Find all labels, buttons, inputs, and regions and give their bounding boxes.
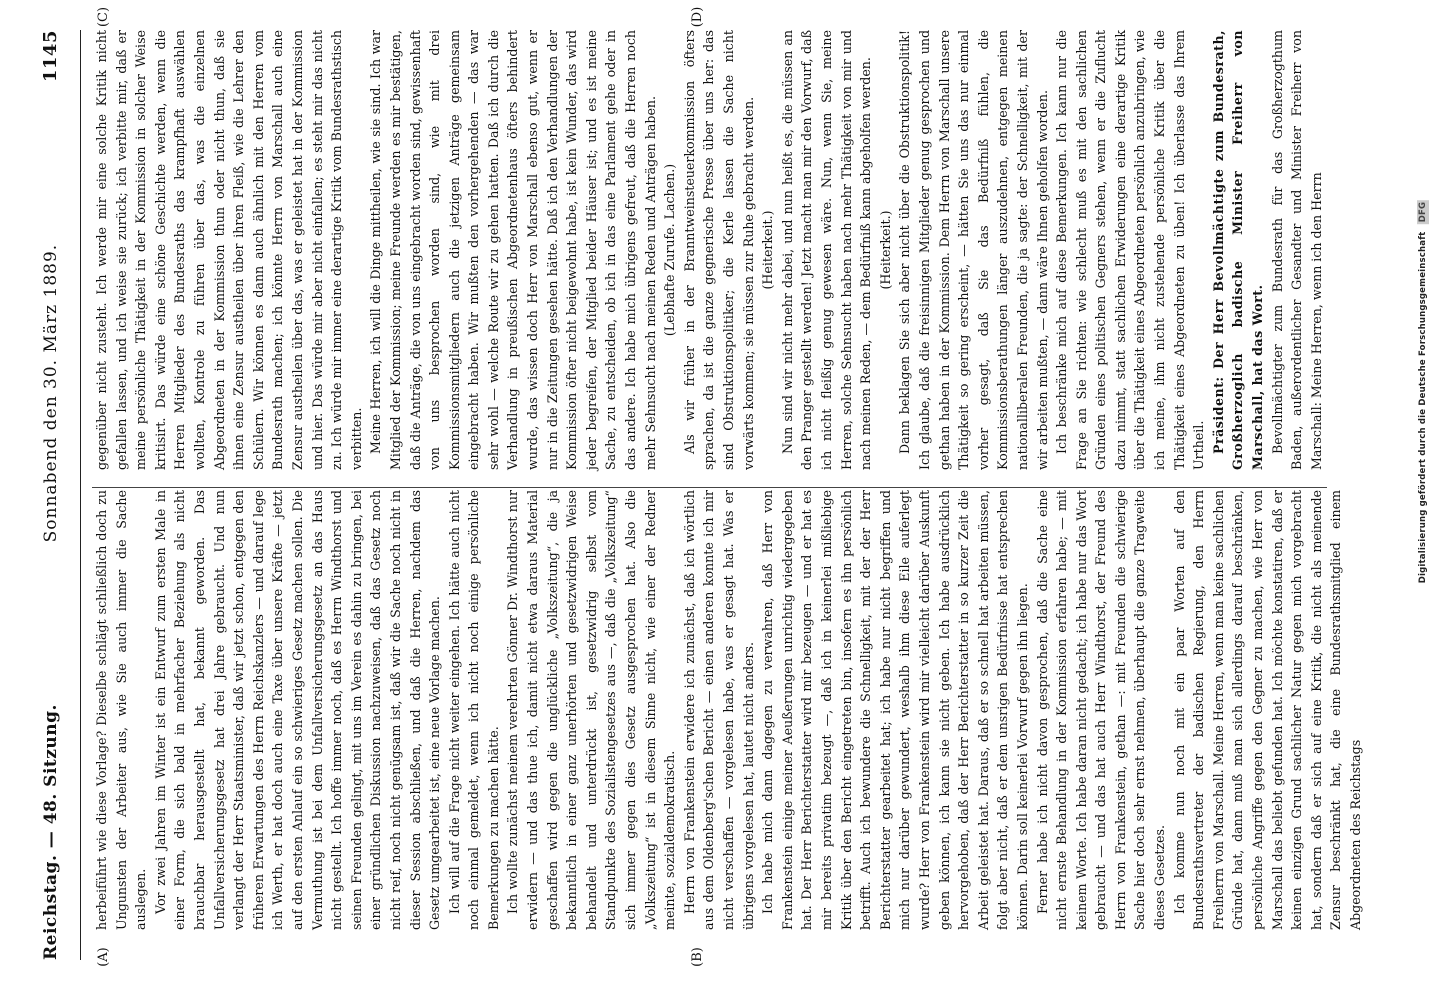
paragraph: Ich beschränke mich auf diese Bemerkungen. Ich kann nur die Frage an Sie richten: wie schlecht muß es mit den sachlichen Gründen eines politischen Gegners stehen, wenn er die Zuflucht dazu nimmt, statt sachlichen Erwiderungen eine derartige Kritik über die Thätigkeit eines Abgeordneten persönlich anzubringen, wie ich meine, ihm nicht zustehende persönliche Kritik über die Thätigkeit eines Abgeordneten zu üben! Ich überlasse das Ihrem Urtheil. [1054,30,1207,470]
paragraph: Ich habe mich dann dagegen zu verwahren, daß Herr von Frankenstein einige meiner Aeußerungen unrichtig wiedergegeben hat. Der Herr Berichterstatter wird mir bezeugen — und er hat es mir bereits privatim bezeugt —, daß ich in keinerlei mißliebige Kritik über den Bericht eingetreten bin, insofern es ihn persönlich betrifft. Auch ich bewundere die Schnelligkeit, mit der der Herr Berichterstatter gearbeitet hat; ich habe nur nicht begriffen und mich nur darüber gewundert, weshalb ihm diese Eile auferlegt wurde? Herr von Frankenstein wird mir vielleicht darüber Auskunft geben können, ich kann sie nicht geben. Ich habe ausdrücklich hervorgehoben, daß der Herr Berichterstatter in so kurzer Zeit die Arbeit geleistet hat. Daraus, daß er so schnell hat arbeiten müssen, folgt aber nicht, daß er dem unsrigen Bedürfnisse hat entsprechen können. Darin soll keinerlei Vorwurf gegen ihn liegen. [760,490,1030,930]
interjection: (Lebhafte Zurufe. Lachen.) [662,163,678,337]
digitization-text: Digitalisierung gefördert durch die Deutsche Forschungsgemeinschaft [1418,231,1428,584]
paragraph: Nun sind wir nicht mehr dabei, und nun heißt es, die müssen an den Pranger gestellt werden! Jetzt macht man mir den Vorwurf, daß ich nicht fleißig genug gewesen wäre. Nun, wenn Sie, meine Herren, solche Sehnsucht haben nach mehr Thätigkeit von mir und nach meinen Reden, — dem Bedürfniß kann abgeholfen werden. [779,30,874,470]
margin-mark-b: (B) [690,947,705,967]
paragraph: Ich komme nun noch mit ein paar Worten auf den Bundesrathsvertreter der badischen Regierung, den Herrn Freiherrn von Marschall. Meine Herren, wenn man keine sachlichen Gründe hat, dann muß man sich allerdings darauf beschränken, persönliche Angriffe gegen den Gegner zu machen, wie Herr von Marschall das beliebt gefunden hat. Ich möchte konstatiren, daß er keinen einzigen Grund sachlicher Natur gegen mich vorgebracht hat, sondern daß er sich auf eine Kritik, die nicht als meinende Zensur beschränkt hat, die eine Bundesrathsmitglied einem Abgeordneten des Reichstags [1171,490,1363,930]
header-date: Sonnabend den 30. März 1889. [41,243,61,543]
left-text-column [92,490,1363,930]
paragraph: Dann beklagen Sie sich aber nicht über die Obstruktionspolitik! Ich glaube, daß die freisinnigen Mitglieder genug gesprochen und gethan haben in der Kommission. Dem Herrn von Marschall unsere Thätigkeit so gering erscheint, — hätten Sie uns das nur einmal vorher gesagt, daß Sie das Bedürfniß fühlen, die Kommissionsberathungen länger auszudehnen, entgegen meinen nationalliberalen Freunden, die ja sagte: der Schnelligkeit, mit der wir arbeiten mußten, — dann wäre Ihnen geholfen worden. [897,30,1050,470]
digitization-credit [1417,200,1429,583]
margin-mark-d: (D) [690,6,705,28]
dfg-logo: DFG [1418,202,1428,223]
interjection: (Heiterkeit.) [760,210,776,290]
paragraph: Ferner habe ich nicht davon gesprochen, daß die Sache eine nicht ernste Behandlung in der Kommission erfahren habe; — mit keinem Worte. Ich habe daran nicht gedacht; ich habe nur das Wort gebraucht — und das hat auch Herr Windthorst, der Freund des Herrn von Frankenstein, gethan —: mit Freunden die schwierige Sache hier doch sehr ernst nehmen, überhaupt die ganze Tragweite dieses Gesetzes. [1034,490,1168,930]
margin-mark-a: (A) [96,947,111,967]
header-rule [80,30,81,960]
page-number: 1145 [40,30,61,83]
paragraph: Ich will auf die Frage nicht weiter eingehen. Ich hätte auch nicht noch einmal gemeldet, wenn ich nicht noch einige persönliche Bemerkungen zu machen hätte. [446,490,501,930]
paragraph: gegenüber nicht zusteht. Ich werde mir eine solche Kritik nicht gefallen lassen, und ich weise sie zurück; ich verbitte mir, daß er meine persönliche Thätigkeit in der Kommission in solcher Weise kritisirt. Das würde eine schöne Geschichte werden, wenn die Herren Mitglieder des Bundesraths das krampfhaft auswählen wollten, Kontrole zu führen über das, was die einzelnen Abgeordneten in der Kommission thun oder nicht thun, daß sie ihnen eine Zensur austheilen über ihren Fleiß, wie die Lehrer den Schülern. Wir können es dann auch ähnlich mit den Herren vom Bundesrath machen; ich könnte Herrn von Marschall auch eine Zensur austheilen über das, was er geleistet hat in der Kommission und hier. Das würde mir aber nicht einfallen; es steht mir das nicht zu. Ich würde mir immer eine derartige Kritik vom Bundesrathstisch verbitten. [94,30,364,470]
paragraph: herbeiführt wie diese Vorlage? Dieselbe schlägt schließlich doch zu Ungunsten der Arbeiter aus, wie Sie auch immer die Sache auslegen. [94,490,149,930]
column-separator [92,487,1327,488]
header-title: Reichstag. — 48. Sitzung. [41,704,61,960]
paragraph: Meine Herren, ich will die Dinge mittheilen, wie sie sind. Ich war Mitglied der Kommission; meine Freunde werden es mir bestätigen, daß die Anträge, die von uns eingebracht worden sind, gewissenhaft von uns besprochen worden sind, wie mit drei Kommissionsmitgliedern auch die jetzigen Anträge gemeinsam eingebracht haben. Wir mußten den vorhergehenden — das war sehr wohl — welche Route wir zu gehen hatten. Daß ich durch die Verhandlung in preußischen Abgeordnetenhaus öfters behindert wurde, das wissen doch Herr von Marschall ebenso gut, wenn er nur in die Zeitungen gesehen hätte. Daß ich den Verhandlungen der Kommission öfter nicht beigewohnt habe, ist kein Wunder, das wird jeder begreifen, der Mitglied beider Häuser ist; und es ist meine Sache, zu entscheiden, ob ich in das eine Parlament gehe oder in das andere. Ich habe mich übrigens gefreut, daß die Herren noch mehr Sehnsucht nach meinen Reden und Anträgen haben. [368,30,658,470]
paragraph: Herrn von Frankenstein erwidere ich zunächst, daß ich wörtlich aus dem Oldenberg'schen Bericht — einen anderen konnte ich mir nicht verschaffen — vorgelesen habe, was er gesagt hat. Was er übrigens vorgelesen hat, lautet nicht anders. [681,490,756,930]
paragraph: Bevollmächtigter zum Bundesrath für das Großherzogthum Baden, außerordentlicher Gesandter und Minister Freiherr von Marschall: Meine Herren, wenn ich den Herrn [1269,30,1324,470]
margin-mark-c: (C) [96,6,111,28]
speaker-paragraph: Präsident: Der Herr Bevollmächtigte zum Bundesrath, Großherzoglich badische Minister Freiherr von Marschall, hat das Wort. [1210,30,1266,470]
interjection: (Heiterkeit.) [877,210,893,290]
paragraph: Als wir früher in der Branntweinsteuerkommission öfters sprachen, da ist die ganze gegnerische Presse über uns her: das sind Obstruktionspolitiker; die Kerle lassen die Sache nicht vorwärts kommen; sie müssen zur Ruhe gebracht werden. [681,30,756,470]
paragraph: Vor zwei Jahren im Winter ist ein Entwurf zum ersten Male in einer Form, die sich bald in mehrfacher Beziehung als nicht brauchbar herausgestellt hat, bekannt geworden. Das Unfallversicherungsgesetz hat drei Jahre gebraucht. Und nun verlangt der Herr Staatsminister, daß wir jetzt schon, entgegen den früheren Erwartungen des Herrn Reichskanzlers — und darauf lege ich Werth, er hat doch auch eine Taxe über unsere Kräfte — jetzt auf den ersten Anlauf ein so schwieriges Gesetz machen sollen. Die Vermuthung ist bei dem Unfallversicherungsgesetz an das Haus nicht gestellt. Ich hoffe immer noch, daß es Herrn Windthorst und seinen Freunden gelingt, mit uns im Verein es dahin zu bringen, bei einer gründlichen Diskussion nachzuweisen, daß das Gesetz noch nicht reif, noch nicht genügsam ist, daß wir die Sache noch nicht in dieser Session abschließen, und daß die Herren, nachdem das Gesetz umgearbeitet ist, eine neue Vorlage machen. [152,490,443,930]
right-text-column [92,30,1327,470]
paragraph: Ich wollte zunächst meinem verehrten Gönner Dr. Windthorst nur erwidern — und das thue ich, damit nicht etwa daraus Material geschaffen wird gegen die unglückliche „Volkszeitung“, die ja bekanntlich in einer ganz unerhörten und gesetzwidrigen Weise behandelt und unterdrückt ist, gesetzwidrig selbst vom Standpunkte des Sozialistengesetzes aus —, daß die „Volkszeitung“ sich immer gegen dies Gesetz ausgesprochen hat. Also die „Volkszeitung“ ist in diesem Sinne nicht, wie einer der Redner meinte, sozialdemokratisch. [505,490,678,930]
page-header [40,30,74,960]
